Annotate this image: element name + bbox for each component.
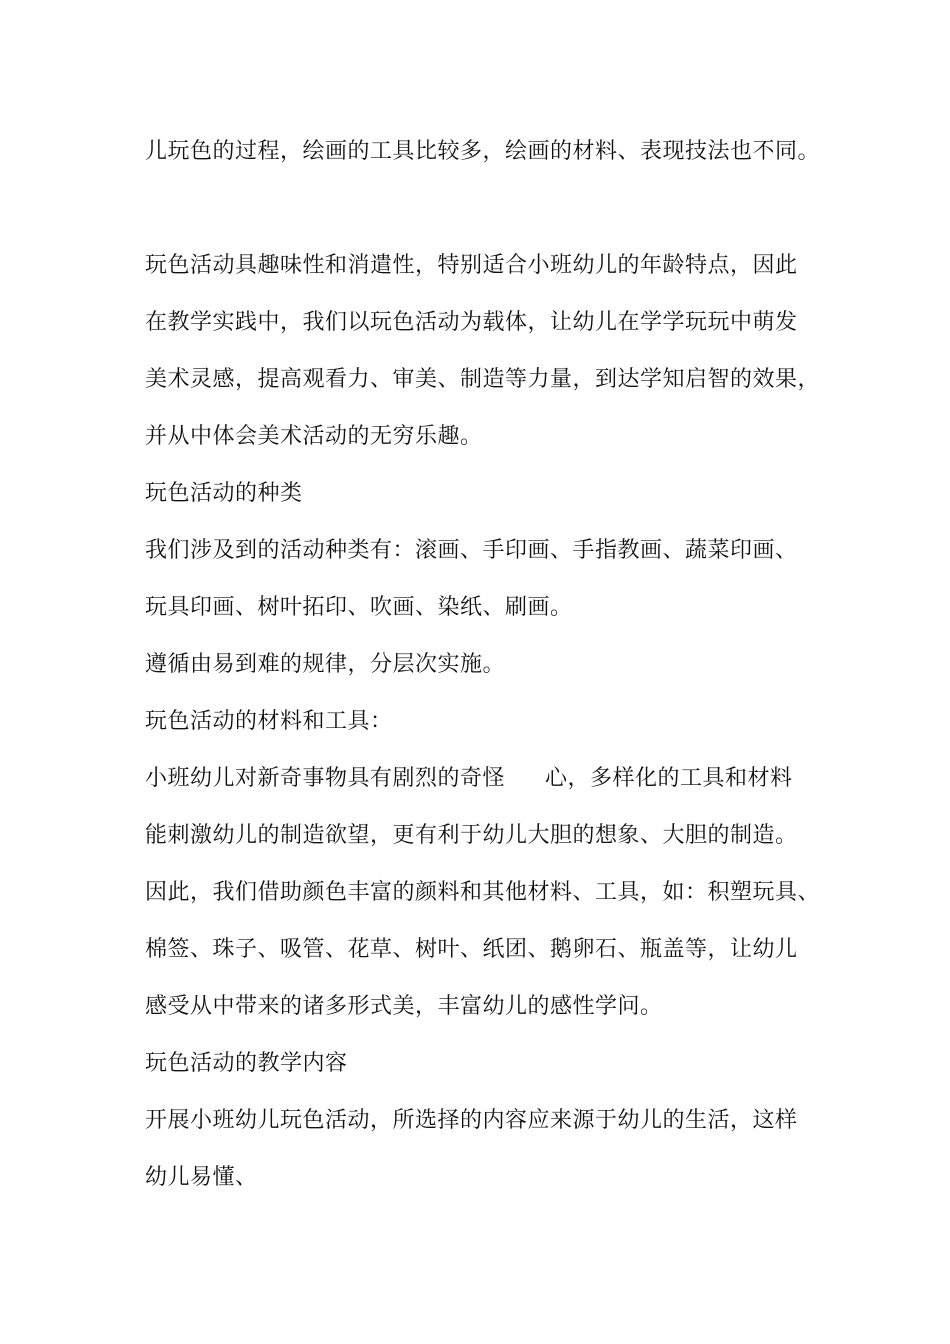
text-line-17: 开展小班幼儿玩色活动，所选择的内容应来源于幼儿的生活，这样 bbox=[145, 1108, 798, 1133]
text-line-13: 因此，我们借助颜色丰富的颜料和其他材料、工具，如：积塑玩具、 bbox=[145, 880, 821, 905]
text-line-8: 玩具印画、树叶拓印、吹画、染纸、刷画。 bbox=[145, 595, 573, 620]
text-line-2: 玩色活动具趣味性和消遣性，特别适合小班幼儿的年龄特点，因此 bbox=[145, 253, 798, 278]
text-line-5: 并从中体会美术活动的无穷乐趣。 bbox=[145, 424, 483, 449]
text-line-4: 美术灵感，提高观看力、审美、制造等力量，到达学知启智的效果， bbox=[145, 367, 821, 392]
section-heading-content: 玩色活动的教学内容 bbox=[145, 1051, 348, 1076]
text-line-12: 能刺激幼儿的制造欲望，更有利于幼儿大胆的想象、大胆的制造。 bbox=[145, 823, 798, 848]
text-line-11 bbox=[145, 764, 825, 794]
text-line-3: 在教学实践中，我们以玩色活动为载体，让幼儿在学学玩玩中萌发 bbox=[145, 310, 798, 335]
section-heading-types: 玩色活动的种类 bbox=[145, 481, 303, 506]
text-line-11-part2: 心，多样化的工具和材料 bbox=[545, 766, 793, 791]
section-heading-materials: 玩色活动的材料和工具： bbox=[145, 709, 393, 734]
text-line-9: 遵循由易到难的规律，分层次实施。 bbox=[145, 652, 506, 677]
text-line-14: 棉签、珠子、吸管、花草、树叶、纸团、鹅卵石、瓶盖等，让幼儿 bbox=[145, 937, 798, 962]
text-line-7: 我们涉及到的活动种类有：滚画、手印画、手指教画、蔬菜印画、 bbox=[145, 538, 798, 563]
text-line-11-part1: 小班幼儿对新奇事物具有剧烈的奇怪 bbox=[145, 766, 506, 791]
text-line-18: 幼儿易懂、 bbox=[145, 1165, 258, 1190]
text-line-15: 感受从中带来的诸多形式美，丰富幼儿的感性学问。 bbox=[145, 994, 663, 1019]
text-line-1: 儿玩色的过程，绘画的工具比较多，绘画的材料、表现技法也不同。 bbox=[145, 139, 821, 164]
